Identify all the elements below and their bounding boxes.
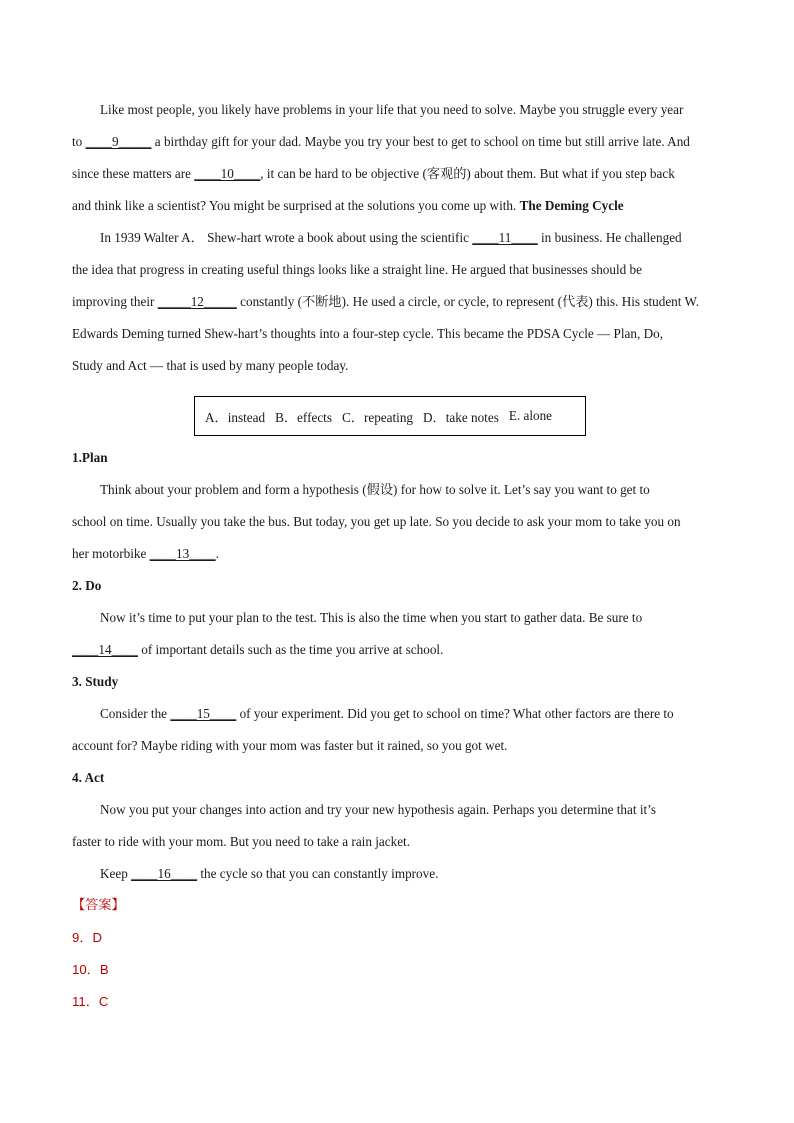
blank-15[interactable]: ____15____ (170, 706, 237, 721)
intro-line-4: and think like a scientist? You might be surprised at the solutions you come up with. The Deming Cycle (72, 198, 624, 213)
history-line-2: the idea that progress in creating useful things looks like a straight line. He argued that businesses should be (72, 262, 642, 277)
option-c: C．repeating (341, 409, 414, 425)
option-a: A．instead (205, 409, 266, 425)
intro-line-1: Like most people, you likely have problems in your life that you need to solve. Maybe you struggle every year (100, 102, 684, 117)
plan-line-1: Think about your problem and form a hypothesis (假设) for how to solve it. Let’s say you want to get to (100, 482, 650, 497)
blank-14[interactable]: ____14____ (72, 642, 138, 657)
do-line-2: ____14____ of important details such as the time you arrive at school. (72, 638, 724, 670)
blank-9[interactable]: ____9_____ (85, 134, 152, 149)
do-heading: 2. Do (72, 578, 102, 593)
history-line-3: improving their _____12_____ constantly (不断地). He used a circle, or cycle, to represent (代表) this. His student W. (72, 290, 724, 322)
answer-9: 9．D (72, 930, 103, 945)
option-e: E. alone (508, 408, 553, 423)
do-line-1: Now it’s time to put your plan to the test. This is also the time when you start to gather data. Be sure to (100, 610, 643, 625)
answer-10: 10．B (72, 962, 109, 977)
blank-12[interactable]: _____12_____ (157, 294, 237, 309)
blank-10[interactable]: ____10____ (194, 166, 261, 181)
plan-line-2: school on time. Usually you take the bus. But today, you get up late. So you decide to ask your mom to take you on (72, 514, 681, 529)
answer-11: 11．C (72, 994, 109, 1009)
history-line-1: In 1939 Walter A． Shew-hart wrote a book about using the scientific ____11____ in business. He challenged (72, 226, 724, 258)
document-page (72, 98, 724, 1022)
act-line-3: Keep ____16____ the cycle so that you can constantly improve. (72, 862, 724, 894)
act-heading: 4. Act (72, 770, 105, 785)
act-line-2: faster to ride with your mom. But you need to take a rain jacket. (72, 834, 411, 849)
answers-title: 【答案】 (72, 898, 125, 913)
plan-line-3: her motorbike ____13____. (72, 542, 724, 574)
blank-13[interactable]: ____13____ (149, 546, 216, 561)
study-line-2: account for? Maybe riding with your mom was faster but it rained, so you got wet. (72, 738, 508, 753)
intro-line-3: since these matters are ____10____, it can be hard to be objective (客观的) about them. But what if you step back (72, 162, 724, 194)
intro-line-2: to ____9_____ a birthday gift for your dad. Maybe you try your best to get to school on time but still arrive late. And (72, 130, 724, 162)
option-d: D．take notes (423, 409, 499, 425)
plan-heading: 1.Plan (72, 450, 108, 465)
study-heading: 3. Study (72, 674, 119, 689)
act-line-1: Now you put your changes into action and try your new hypothesis again. Perhaps you determine that it’s (100, 802, 656, 817)
history-line-5: Study and Act — that is used by many people today. (72, 358, 349, 373)
history-line-4: Edwards Deming turned Shew-hart’s thoughts into a four-step cycle. This became the PDSA Cycle — Plan, Do, (72, 326, 663, 341)
blank-11[interactable]: ____11____ (472, 230, 538, 245)
article-title: The Deming Cycle (519, 198, 624, 213)
blank-16[interactable]: ____16____ (131, 866, 198, 881)
option-b: B．effects (275, 409, 332, 425)
study-line-1: Consider the ____15____ of your experiment. Did you get to school on time? What other factors are there to (72, 702, 724, 734)
options-box (194, 396, 586, 436)
